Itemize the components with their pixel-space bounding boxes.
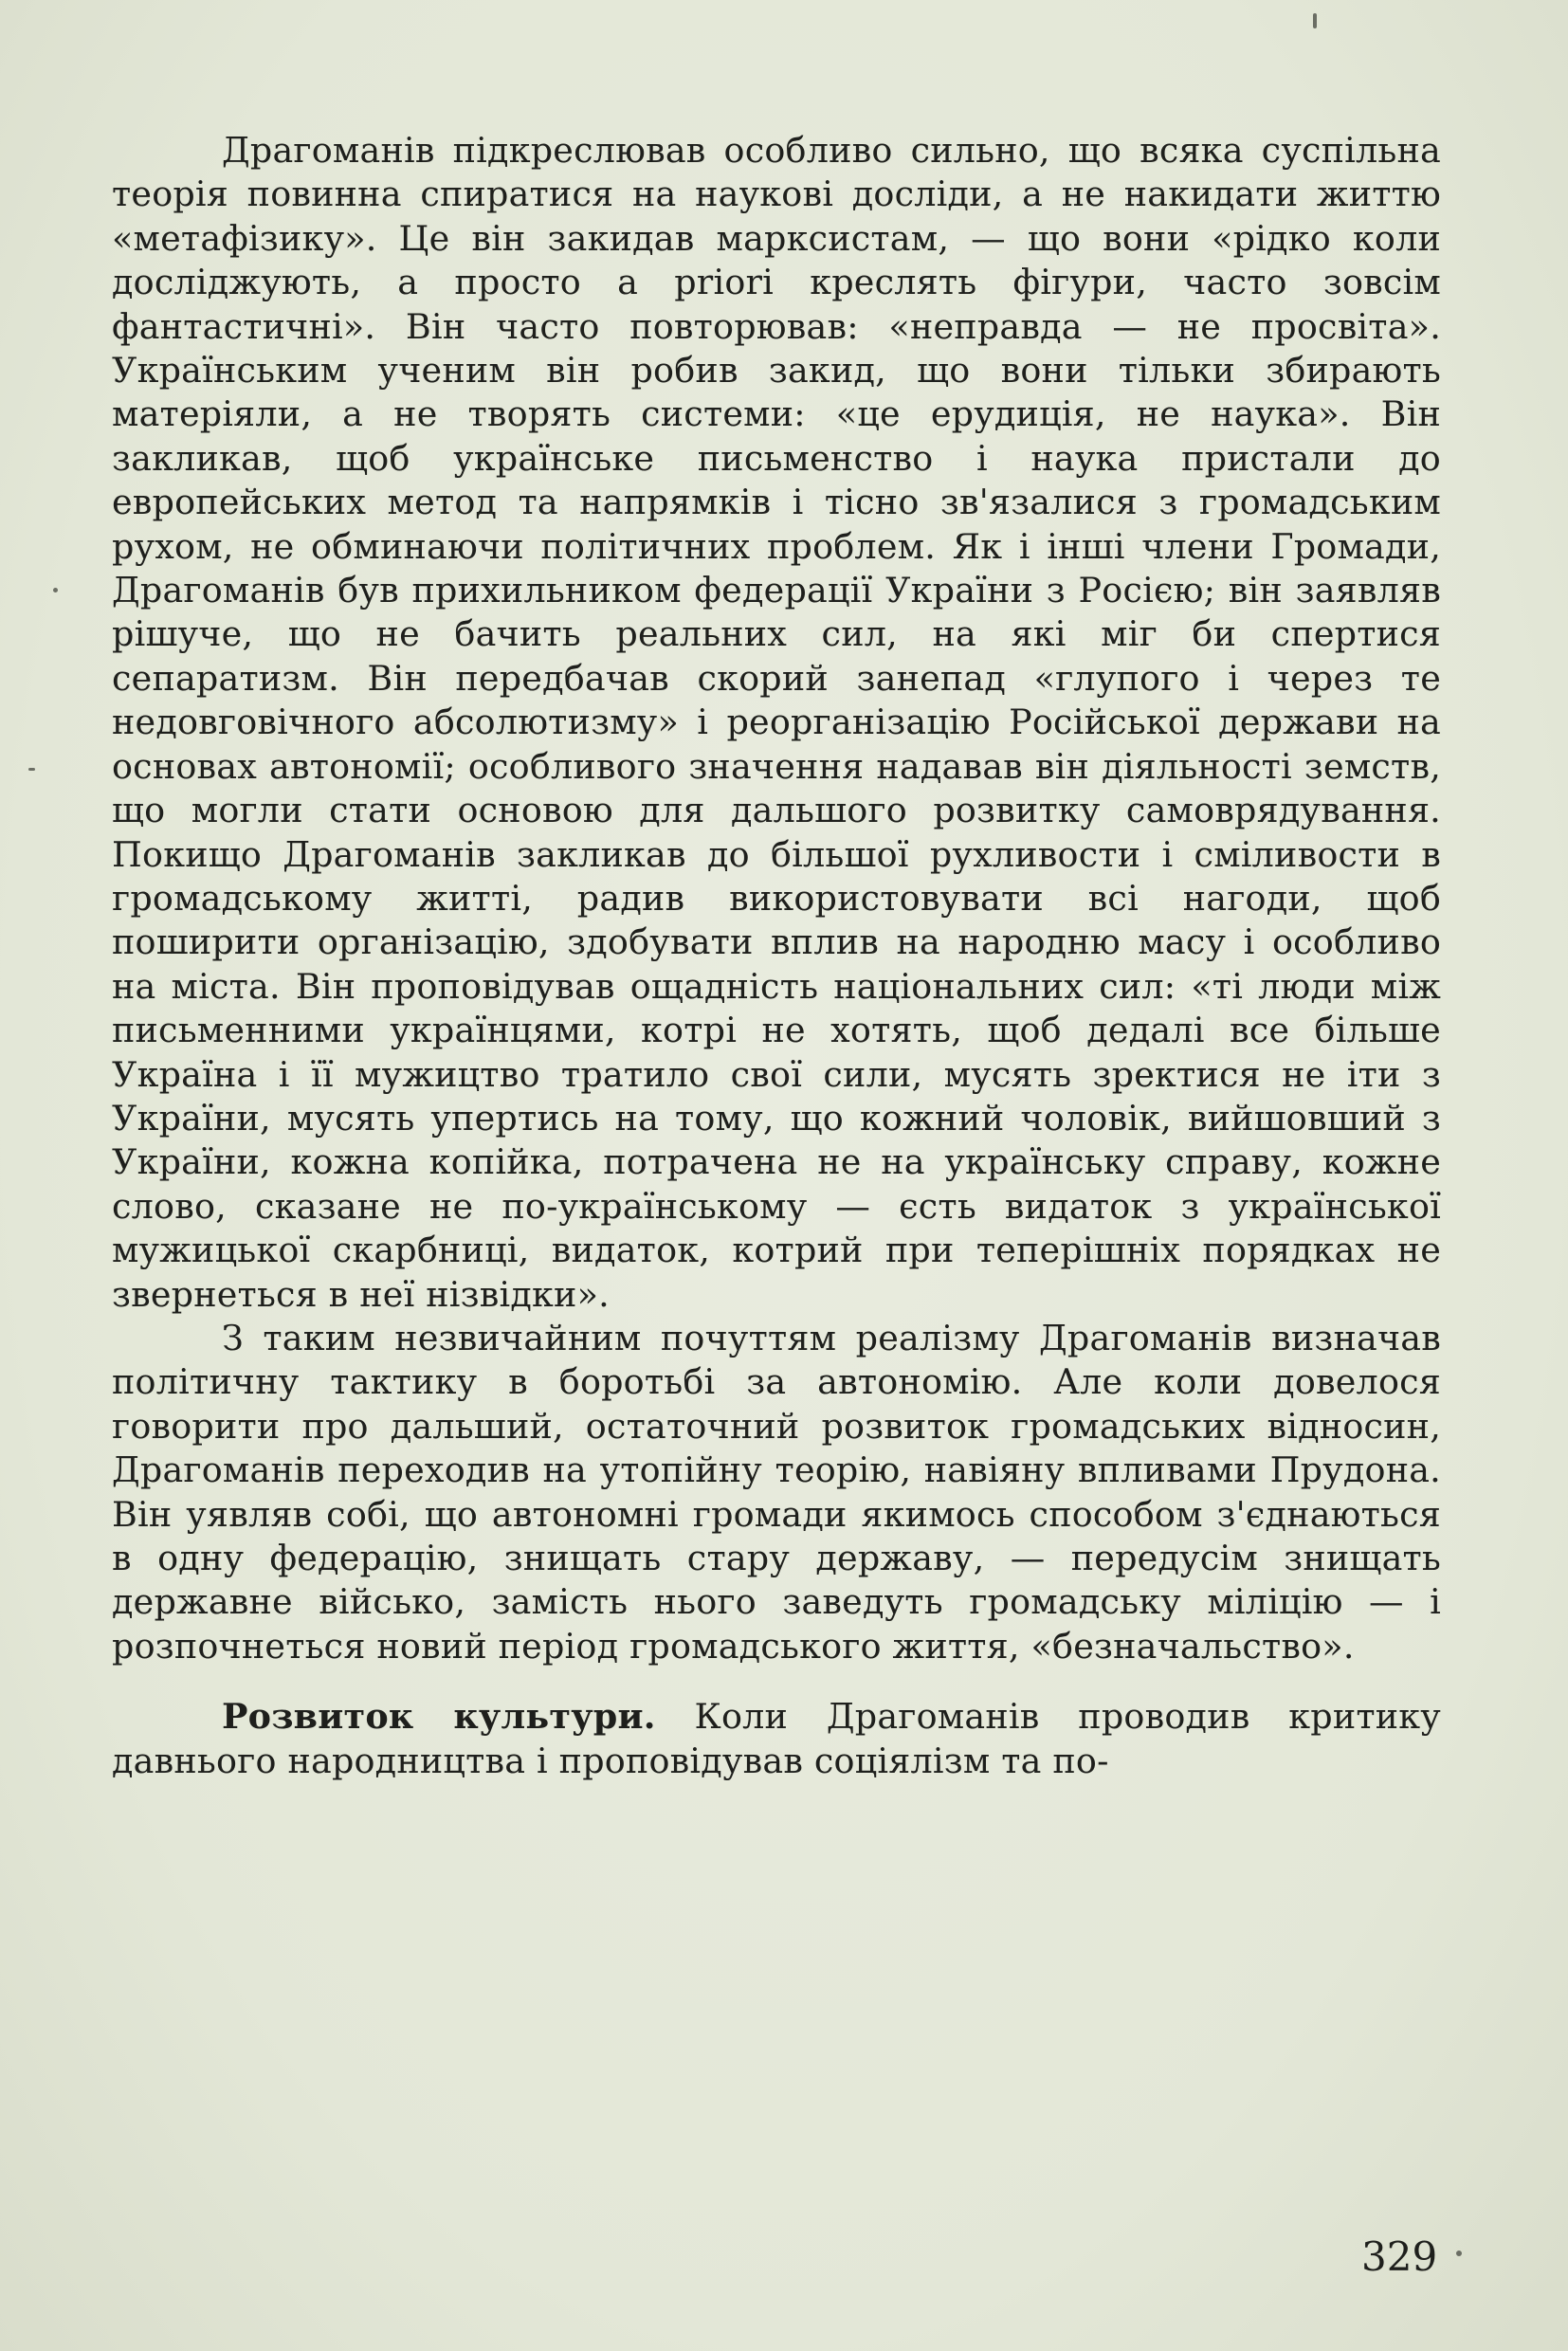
paragraph-1: Драгоманів підкреслював особливо сильно, що всяка суспільна теорія повинна спиратися на наукові досліди, а не накидати життю «метафізику». Це він закидав марксистам, — що вони «рідко коли досліджують, а просто a priori креслять фігури, часто зовсім фантастичні». Він часто повторював: «неправда — не просвіта». Українським ученим він робив закид, що вони тільки збирають матеріяли, а не творять системи: «це ерудиція, не наука». Він закликав, щоб українське письменство і наука пристали до европейських метод та напрямків і тісно зв'язалися з громадським рухом, не обминаючи політичних проблем. Як і інші члени Громади, Драгоманів був прихильником федерації України з Росією; він заявляв рішуче, що не бачить реальних сил, на які міг би спертися сепаратизм. Він передбачав скорий занепад «глупого і через те недовговічного абсолютизму» і реорганізацію Російської держави на основах автономії; особливого значення надавав він діяльності земств, що могли стати основою для дальшого розвитку самоврядування. Покищо Драгоманів закликав до більшої рухливости і сміливости в громадському житті, радив використовувати всі нагоди, щоб поширити організацію, здобувати вплив на народню масу і особливо на міста. Він проповідував ощадність національних сил: «ті люди між письменними українцями, котрі не хотять, щоб дедалі все більше Україна і її мужицтво тратило свої сили, мусять зректися не іти з України, мусять упертись на тому, що кожний чоловік, вийшовший з України, кожна копійка, потрачена не на українську справу, кожне слово, сказане не по-українському — єсть видаток з української мужицької скарбниці, видаток, котрий при теперішніх порядках не звернеться в неї нізвідки». <box>112 130 1441 1315</box>
scan-speck <box>1456 2251 1462 2256</box>
page-number: 329 <box>1361 2233 1438 2280</box>
section-paragraph <box>112 1695 1441 1783</box>
scan-speck <box>28 768 35 771</box>
scan-speck <box>1313 13 1317 28</box>
paragraph-2: З таким незвичайним почуттям реалізму Драгоманів визначав політичну тактику в боротьбі за автономію. Але коли довелося говорити про дальший, остаточний розвиток громадських відносин, Драгоманів переходив на утопійну теорію, навіяну впливами Прудона. Він уявляв собі, що автономні громади якимось способом з'єднаються в одну федерацію, знищать стару державу, — передусім знищать державне військо, замість нього заведуть громадську міліцію — і розпочнеться новий період громадського життя, «безначальство». <box>112 1317 1441 1667</box>
section-text: Коли Драгоманів проводив критику давнього народництва і проповідував соціялізм та по- <box>112 1696 1441 1781</box>
scan-speck <box>53 588 58 592</box>
body-text <box>112 129 1441 1783</box>
section-heading: Розвиток культури. <box>222 1696 656 1738</box>
